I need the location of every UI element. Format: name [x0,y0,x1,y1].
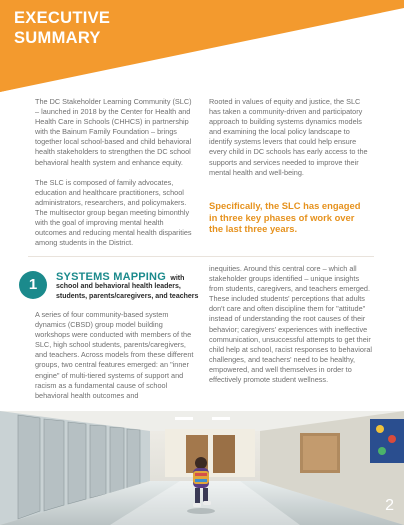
intro-right-column [209,97,369,188]
hallway-photo [0,411,404,525]
intro-paragraph-2: The SLC is composed of family advocates, education and healthcare practitioners, school administrators, researchers, and policymakers. The multisector group began meeting bimonthly with the goal of improving mental health outcomes and reducing mental health disparities among students in the District. [35,177,192,248]
page-title-line1: EXECUTIVE [14,9,111,27]
page-title-line2: SUMMARY [14,29,101,47]
section-title-suffix: with [170,275,185,282]
page-number: 2 [385,497,394,514]
section-divider [28,256,374,257]
intro-paragraph-3: Rooted in values of equity and justice, the SLC has taken a community-driven and participatory approach to building systems dynamics models and examining the local policy landscape to identify systems levers that could help ensure every child in DC schools has early access to the supports and services needed to improve their mental health and well-being. [209,97,368,177]
header-banner [0,0,404,92]
page-title [14,8,110,48]
section-number-badge: 1 [19,271,47,299]
section-body-right: inequities. Around this central core – which all stakeholder groups identified – unique insights from students, caregivers, and teachers emerged. These included students' perceptions that adults don't care and often discipline them for "attitude" instead of understanding the root causes of their behavior; caregivers' experiences with ineffective communication, unsuccessful attempts to get their child help at school, racist responses to behavioral challenges, and teachers' need to be healthy, empowered, and well themselves in order to effectively promote student wellness. [209,264,373,385]
intro-paragraph-1: The DC Stakeholder Learning Community (SLC) – launched in 2018 by the Center for Health and Health Care in Schools (CHHCS) in partnership with the Bainum Family Foundation – brings together local school-based and child behavioral health stakeholders to strengthen the DC school behavioral health system and enhance equity. [35,97,192,167]
hallway-illustration [0,411,404,525]
section-title-main: SYSTEMS MAPPING [56,271,166,283]
intro-left-column [35,97,195,258]
section-body-left: A series of four community-based system dynamics (CBSD) group model building workshops were conducted with members of the SLC, high school students, parents/caregivers, and teachers. Across models from these different groups, two central features emerged: an "inner engine" of multi-tiered systems of support and racism as a fundamental cause of school behavioral health outcomes and [35,310,194,400]
callout-text: Specifically, the SLC has engaged in three key phases of work over the last three years. [209,200,361,235]
section-subtitle: school and behavioral health leaders, students, parents/caregivers, and teachers [56,283,199,300]
